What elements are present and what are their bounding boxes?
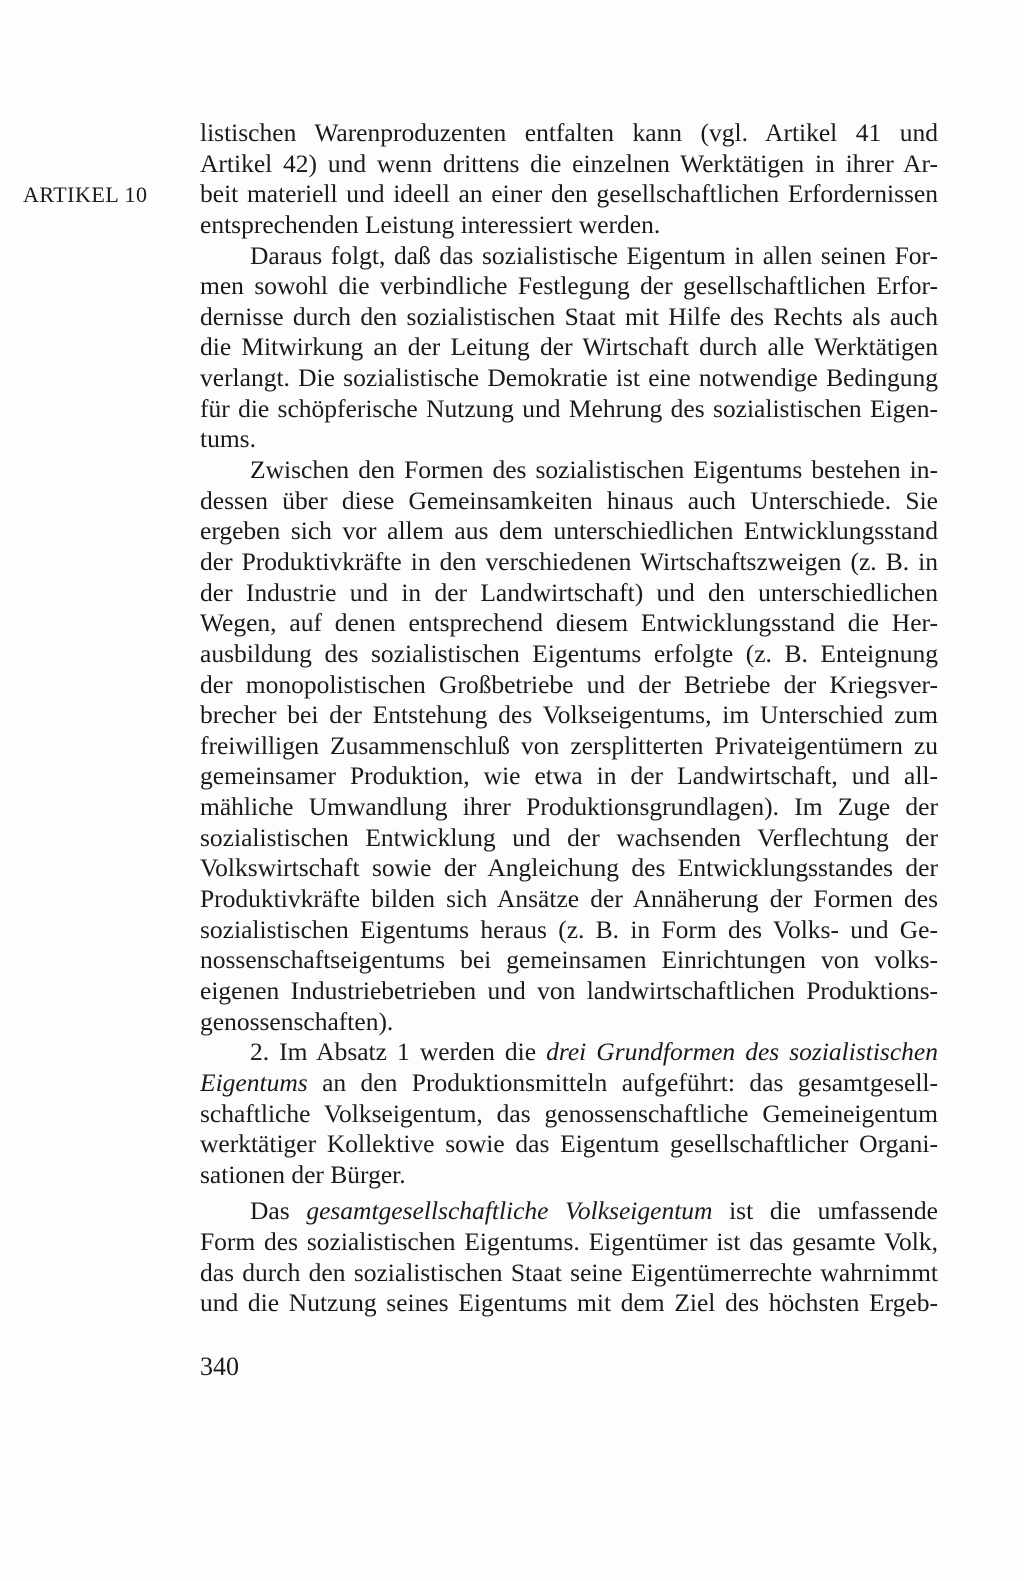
text-line: für die schöpferische Nutzung und Mehrung des sozialistischen Eigen- (200, 393, 938, 423)
text-run: ist die umfassende (712, 1196, 938, 1226)
text-line: beit materiell und ideell an einer den gesellschaftlichen Erfordernissen (200, 179, 938, 209)
emphasized-text: gesamtgesellschaftliche Volkseigentum (306, 1196, 713, 1226)
text-line: tums. (200, 424, 256, 454)
text-line: listischen Warenproduzenten entfalten kann (vgl. Artikel 41 und (200, 118, 938, 147)
text-line: Produktivkräfte bilden sich Ansätze der Annäherung der Formen des (200, 884, 938, 914)
text-run: an den Produktionsmitteln aufgeführt: das gesamtgesell- (307, 1067, 938, 1097)
emphasized-text: drei Grundformen des sozialistischen (546, 1037, 938, 1067)
text-line: Zwischen den Formen des sozialistischen Eigentums bestehen in- (250, 455, 938, 485)
text-line: genossenschaften). (200, 1006, 394, 1036)
text-line: Artikel 42) und wenn drittens die einzelnen Werktätigen in ihrer Ar- (200, 148, 938, 178)
text-line: entsprechenden Leistung interessiert werden. (200, 209, 661, 239)
text-line: dernisse durch den sozialistischen Staat mit Hilfe des Rechts als auch (200, 301, 938, 331)
text-run: 2. Im Absatz 1 werden die (250, 1037, 547, 1067)
text-line: gemeinsamer Produktion, wie etwa in der Landwirtschaft, und all- (200, 761, 938, 791)
text-line: werktätiger Kollektive sowie das Eigentum gesellschaftlicher Organi- (200, 1129, 938, 1159)
text-line: sozialistischen Entwicklung und der wachsenden Verflechtung der (200, 822, 938, 852)
text-line: und die Nutzung seines Eigentums mit dem Ziel des höchsten Ergeb- (200, 1288, 938, 1318)
text-line: mähliche Umwandlung ihrer Produktionsgrundlagen). Im Zuge der (200, 792, 938, 822)
text-line: das durch den sozialistischen Staat seine Eigentümerrechte wahrnimmt (200, 1257, 938, 1287)
text-line (200, 1037, 938, 1068)
text-line: dessen über diese Gemeinsamkeiten hinaus auch Unterschiede. Sie (200, 485, 938, 515)
page-number: 340 (200, 1352, 239, 1381)
emphasized-text: Eigentums (200, 1067, 308, 1097)
text-line: schaftliche Volkseigentum, das genossenschaftliche Gemeineigentum (200, 1098, 938, 1128)
text-line: sationen der Bürger. (200, 1159, 406, 1189)
text-line: verlangt. Die sozialistische Demokratie ist eine notwendige Bedingung (200, 363, 938, 393)
text-line: der monopolistischen Großbetriebe und der Betriebe der Kriegsver- (200, 669, 938, 699)
text-line: Volkswirtschaft sowie der Angleichung des Entwicklungsstandes der (200, 853, 938, 883)
text-line: ergeben sich vor allem aus dem unterschiedlichen Entwicklungsstand (200, 516, 938, 546)
text-line: Daraus folgt, daß das sozialistische Eigentum in allen seinen For- (250, 240, 938, 270)
text-run: Das (250, 1196, 307, 1226)
text-line: nossenschaftseigentums bei gemeinsamen Einrichtungen von volks- (200, 945, 938, 975)
text-line (200, 1196, 938, 1227)
text-line: die Mitwirkung an der Leitung der Wirtschaft durch alle Werktätigen (200, 332, 938, 362)
margin-label-article: ARTIKEL 10 (23, 182, 148, 207)
text-line: der Produktivkräfte in den verschiedenen Wirtschaftszweigen (z. B. in (200, 546, 938, 576)
text-line: men sowohl die verbindliche Festlegung der gesellschaftlichen Erfor- (200, 271, 938, 301)
text-line (200, 1068, 938, 1099)
text-line: Wegen, auf denen entsprechend diesem Entwicklungsstand die Her- (200, 608, 938, 638)
body-text (200, 118, 938, 1319)
text-line: brecher bei der Entstehung des Volkseigentums, im Unterschied zum (200, 700, 938, 730)
text-line: freiwilligen Zusammenschluß von zersplitterten Privateigentümern zu (200, 730, 938, 760)
text-line: sozialistischen Eigentums heraus (z. B. in Form des Volks- und Ge- (200, 914, 938, 944)
text-line: Form des sozialistischen Eigentums. Eigentümer ist das gesamte Volk, (200, 1227, 938, 1257)
text-line: ausbildung des sozialistischen Eigentums erfolgte (z. B. Enteignung (200, 638, 938, 668)
text-line: der Industrie und in der Landwirtschaft) und den unterschiedlichen (200, 577, 938, 607)
text-line: eigenen Industriebetrieben und von landwirtschaftlichen Produktions- (200, 975, 938, 1005)
